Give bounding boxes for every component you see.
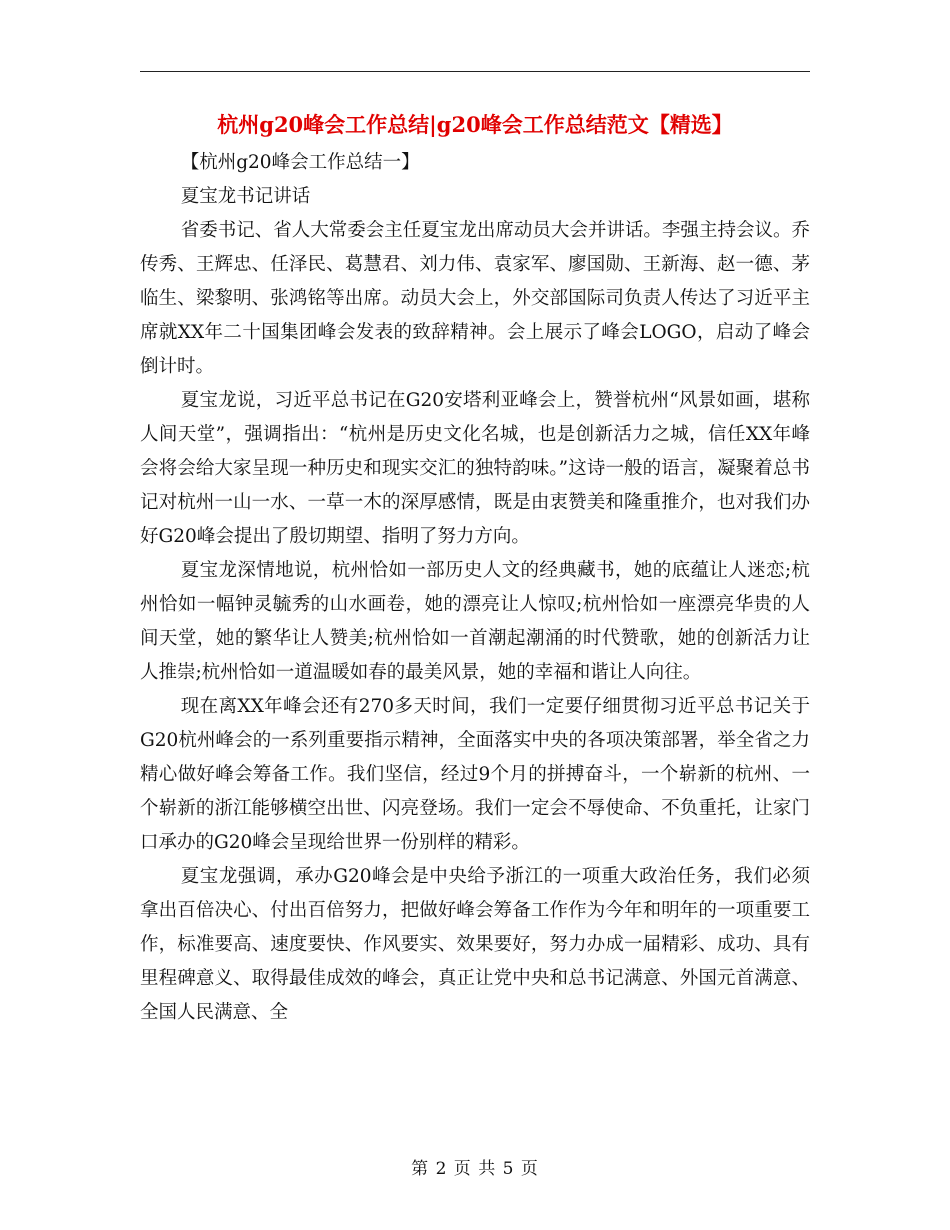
body-paragraph: 夏宝龙深情地说，杭州恰如一部历史人文的经典藏书，她的底蕴让人迷恋;杭州恰如一幅钟灵毓秀的山水画卷，她的漂亮让人惊叹;杭州恰如一座漂亮华贵的人间天堂，她的繁华让人赞美;杭州恰如一首潮起潮涌的时代赞歌，她的创新活力让人推崇;杭州恰如一道温暖如春的最美风景，她的幸福和谐让人向往。 bbox=[140, 560, 810, 683]
header-rule bbox=[140, 71, 810, 72]
document-title: 杭州g20峰会工作总结|g20峰会工作总结范文【精选】 bbox=[217, 112, 733, 137]
body-paragraph: 夏宝龙说，习近平总书记在G20安塔利亚峰会上，赞誉杭州“风景如画，堪称人间天堂”，强调指出：“杭州是历史文化名城，也是创新活力之城，信任XX年峰会将会给大家呈现一种历史和现实交汇的独特韵味。”这诗一般的语言，凝聚着总书记对杭州一山一水、一草一木的深厚感情，既是由衷赞美和隆重推介，也对我们办好G20峰会提出了殷切期望、指明了努力方向。 bbox=[140, 390, 810, 547]
body-paragraph: 省委书记、省人大常委会主任夏宝龙出席动员大会并讲话。李强主持会议。乔传秀、王辉忠、任泽民、葛慧君、刘力伟、袁家军、廖国勋、王新海、赵一德、茅临生、梁黎明、张鸿铭等出席。动员大会上，外交部国际司负责人传达了习近平主席就XX年二十国集团峰会发表的致辞精神。会上展示了峰会LOGO，启动了峰会倒计时。 bbox=[140, 220, 810, 377]
body-paragraph: 现在离XX年峰会还有270多天时间，我们一定要仔细贯彻习近平总书记关于G20杭州峰会的一系列重要指示精神，全面落实中央的各项决策部署，举全省之力精心做好峰会筹备工作。我们坚信，经过9个月的拼搏奋斗，一个崭新的杭州、一个崭新的浙江能够横空出世、闪亮登场。我们一定会不辱使命、不负重托，让家门口承办的G20峰会呈现给世界一份别样的精彩。 bbox=[140, 696, 810, 853]
document-body bbox=[140, 146, 810, 1030]
section-heading: 【杭州g20峰会工作总结一】 bbox=[180, 152, 420, 173]
subheading: 夏宝龙书记讲话 bbox=[180, 186, 311, 207]
page-number: 第 2 页 共 5 页 bbox=[411, 1159, 539, 1179]
body-paragraph: 夏宝龙强调，承办G20峰会是中央给予浙江的一项重大政治任务，我们必须拿出百倍决心、付出百倍努力，把做好峰会筹备工作作为今年和明年的一项重要工作，标准要高、速度要快、作风要实、效果要好，努力办成一届精彩、成功、具有里程碑意义、取得最佳成效的峰会，真正让党中央和总书记满意、外国元首满意、全国人民满意、全 bbox=[140, 866, 810, 1023]
